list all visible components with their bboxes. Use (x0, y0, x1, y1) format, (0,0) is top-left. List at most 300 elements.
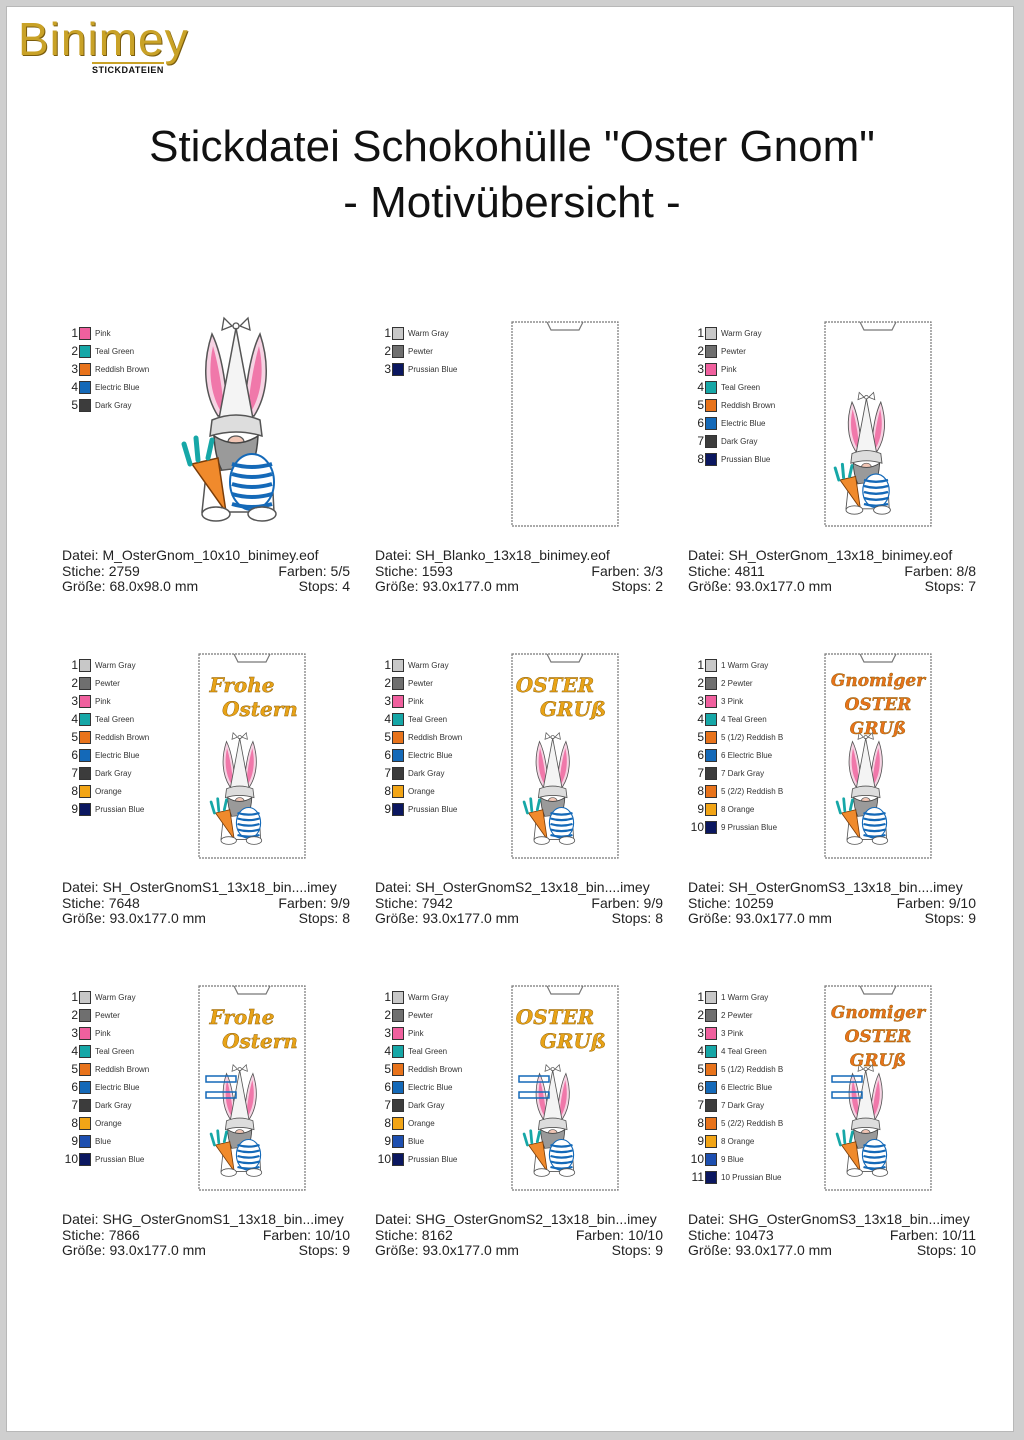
color-swatch (705, 1063, 717, 1076)
stops-label: Stops: (298, 910, 339, 926)
color-swatch (392, 659, 404, 672)
color-row (375, 1150, 475, 1168)
color-row (62, 1078, 162, 1096)
sleeve-outline (511, 984, 621, 1194)
file-info (688, 548, 976, 595)
color-number: 1 (71, 326, 78, 340)
file-name (62, 1212, 344, 1228)
color-swatch (79, 767, 91, 780)
color-name: Orange (408, 786, 435, 796)
size-label: Größe: (688, 578, 732, 594)
info-row-size (375, 911, 663, 927)
color-swatch (705, 1171, 717, 1184)
color-row (375, 1006, 475, 1024)
color-swatch (392, 1135, 404, 1148)
color-number: 4 (697, 1044, 704, 1058)
color-swatch (705, 767, 717, 780)
stitches-value: 2759 (108, 562, 140, 579)
color-row (62, 342, 162, 360)
color-name: Pink (95, 1028, 111, 1038)
color-number: 1 (697, 326, 704, 340)
stops-value: 9 (342, 1242, 350, 1258)
color-name: Pewter (408, 678, 433, 688)
stitches-value: 7648 (108, 894, 140, 911)
motif-card (62, 310, 362, 610)
stop-count (612, 579, 663, 595)
stitches-value: 7866 (108, 1226, 140, 1243)
color-number: 2 (384, 344, 391, 358)
color-name: Teal Green (408, 714, 448, 724)
color-list (688, 656, 788, 836)
stop-count (925, 579, 976, 595)
size-label: Größe: (688, 910, 732, 926)
color-swatch (705, 731, 717, 744)
color-name: Reddish Brown (721, 400, 776, 410)
color-count (576, 1228, 663, 1244)
color-count (897, 896, 976, 912)
color-count (591, 896, 663, 912)
file-label: Datei: (375, 879, 412, 895)
sleeve-outline (511, 652, 621, 862)
info-row-file (375, 548, 663, 564)
color-number: 7 (697, 1098, 704, 1112)
design-size (375, 911, 519, 927)
color-name: Prussian Blue (95, 804, 145, 814)
color-name: Electric Blue (95, 750, 140, 760)
color-row (688, 360, 788, 378)
info-row-size (62, 579, 350, 595)
color-row (688, 1060, 788, 1078)
color-number: 6 (697, 748, 704, 762)
stitches-value: 10473 (734, 1226, 774, 1243)
color-swatch (705, 1045, 717, 1058)
stops-label: Stops: (611, 578, 652, 594)
color-number: 5 (71, 730, 78, 744)
color-row (375, 324, 475, 342)
colors-value: 10/10 (314, 1226, 350, 1243)
color-name: 4 Teal Green (721, 714, 767, 724)
color-name: Pewter (408, 1010, 433, 1020)
color-name: Reddish Brown (95, 732, 150, 742)
color-number: 3 (384, 694, 391, 708)
color-swatch (79, 381, 91, 394)
color-row (688, 674, 788, 692)
color-number: 5 (697, 1062, 704, 1076)
color-swatch (79, 677, 91, 690)
colors-label: Farben: (278, 562, 327, 579)
color-list (62, 324, 162, 414)
stitch-count (62, 896, 140, 912)
color-number: 10 (690, 820, 704, 834)
color-number: 9 (71, 1134, 78, 1148)
color-name: Pink (408, 696, 424, 706)
color-swatch (79, 1009, 91, 1022)
file-value: SHG_OsterGnomS3_13x18_bin...imey (728, 1211, 970, 1227)
motif-card (688, 310, 988, 610)
file-value: SH_OsterGnomS3_13x18_bin....imey (728, 879, 963, 895)
color-row (688, 342, 788, 360)
color-row (375, 1114, 475, 1132)
color-row (62, 1132, 162, 1150)
design-size (62, 1243, 206, 1259)
color-name: 4 Teal Green (721, 1046, 767, 1056)
color-row (375, 1078, 475, 1096)
color-number: 5 (384, 1062, 391, 1076)
color-swatch (705, 381, 717, 394)
color-number: 3 (71, 1026, 78, 1040)
color-name: Prussian Blue (721, 454, 771, 464)
size-label: Größe: (375, 910, 419, 926)
info-row-file (688, 880, 976, 896)
color-swatch (79, 803, 91, 816)
color-number: 3 (71, 362, 78, 376)
color-row (688, 1132, 788, 1150)
color-name: Reddish Brown (95, 1064, 150, 1074)
motif-card (375, 642, 675, 942)
color-name: Electric Blue (408, 1082, 453, 1092)
colors-label: Farben: (889, 1226, 939, 1243)
color-row (688, 656, 788, 674)
color-name: Blue (408, 1136, 425, 1146)
stitches-label: Stiche: (62, 1226, 105, 1243)
color-number: 6 (384, 1080, 391, 1094)
color-name: Warm Gray (408, 992, 449, 1002)
color-name: Warm Gray (95, 992, 136, 1002)
logo-wordmark: Binimey (18, 13, 189, 65)
color-swatch (79, 659, 91, 672)
design-size (62, 579, 198, 595)
color-name: 10 Prussian Blue (721, 1172, 782, 1182)
color-swatch (705, 677, 717, 690)
size-label: Größe: (375, 578, 419, 594)
motif-card (688, 974, 988, 1274)
color-number: 5 (384, 730, 391, 744)
design-preview (511, 984, 621, 1192)
file-label: Datei: (375, 547, 412, 563)
color-row (375, 1024, 475, 1042)
file-value: SH_OsterGnom_13x18_binimey.eof (728, 547, 953, 563)
color-name: Dark Gray (95, 768, 132, 778)
color-list (62, 656, 162, 818)
info-row-stitches (375, 896, 663, 912)
color-swatch (79, 327, 91, 340)
info-row-stitches (375, 1228, 663, 1244)
stitches-label: Stiche: (375, 1226, 418, 1243)
file-name (375, 548, 610, 564)
size-value: 93.0x177.0 mm (735, 910, 832, 926)
colors-value: 9/9 (643, 894, 663, 911)
color-row (688, 988, 788, 1006)
color-name: Pewter (95, 678, 120, 688)
color-list (375, 656, 475, 818)
color-name: Reddish Brown (408, 1064, 463, 1074)
color-name: Warm Gray (95, 660, 136, 670)
color-name: 5 (2/2) Reddish B (721, 786, 784, 796)
motif-card (62, 974, 362, 1274)
color-number: 1 (71, 990, 78, 1004)
color-number: 1 (697, 658, 704, 672)
size-value: 93.0x177.0 mm (109, 910, 206, 926)
color-row (62, 800, 162, 818)
design-text: OSTER (844, 695, 912, 715)
color-row (62, 988, 162, 1006)
color-swatch (705, 399, 717, 412)
stops-label: Stops: (611, 1242, 652, 1258)
color-swatch (705, 659, 717, 672)
color-number: 6 (697, 416, 704, 430)
info-row-stitches (62, 564, 350, 580)
color-swatch (705, 1027, 717, 1040)
color-row (375, 360, 475, 378)
info-row-file (62, 880, 350, 896)
gnome-illustration (184, 318, 276, 521)
stitches-value: 4811 (734, 562, 765, 579)
stops-label: Stops: (916, 1242, 957, 1258)
color-number: 3 (697, 694, 704, 708)
info-row-size (375, 1243, 663, 1259)
color-name: 2 Pewter (721, 678, 753, 688)
color-row (62, 324, 162, 342)
color-row (688, 1168, 788, 1186)
info-row-file (62, 548, 350, 564)
color-swatch (79, 1117, 91, 1130)
file-name (375, 1212, 657, 1228)
color-number: 2 (384, 676, 391, 690)
color-swatch (392, 1045, 404, 1058)
color-number: 2 (384, 1008, 391, 1022)
stitch-count (375, 564, 453, 580)
color-row (688, 1006, 788, 1024)
colors-label: Farben: (575, 1226, 625, 1243)
file-label: Datei: (688, 879, 725, 895)
color-name: Electric Blue (721, 418, 766, 428)
color-row (375, 674, 475, 692)
color-number: 5 (697, 398, 704, 412)
color-name: 6 Electric Blue (721, 1082, 773, 1092)
color-name: 3 Pink (721, 1028, 744, 1038)
design-text: Ostern (222, 697, 298, 721)
color-number: 7 (71, 766, 78, 780)
stops-label: Stops: (298, 1242, 339, 1258)
color-list (688, 988, 788, 1186)
color-name: Dark Gray (95, 1100, 132, 1110)
stitches-value: 8162 (421, 1226, 453, 1243)
color-row (62, 728, 162, 746)
colors-value: 3/3 (643, 562, 663, 579)
color-name: 8 Orange (721, 1136, 755, 1146)
design-text: OSTER (515, 673, 595, 697)
info-row-size (688, 1243, 976, 1259)
color-swatch (705, 435, 717, 448)
color-number: 2 (71, 344, 78, 358)
color-name: Teal Green (95, 714, 135, 724)
color-swatch (705, 785, 717, 798)
file-name (688, 548, 952, 564)
color-row (688, 1024, 788, 1042)
size-value: 93.0x177.0 mm (735, 1242, 832, 1258)
sleeve-outline (824, 652, 934, 862)
design-size (62, 911, 206, 927)
colors-label: Farben: (262, 1226, 312, 1243)
design-preview (824, 652, 934, 860)
color-name: Pewter (408, 346, 433, 356)
color-row (375, 1042, 475, 1060)
info-row-stitches (62, 896, 350, 912)
color-swatch (392, 731, 404, 744)
design-text: Gnomiger (830, 671, 926, 691)
color-name: 9 Blue (721, 1154, 744, 1164)
color-swatch (705, 803, 717, 816)
file-label: Datei: (62, 879, 99, 895)
color-number: 6 (697, 1080, 704, 1094)
color-swatch (392, 785, 404, 798)
stop-count (299, 911, 350, 927)
file-value: M_OsterGnom_10x10_binimey.eof (102, 547, 319, 563)
design-preview (198, 652, 308, 860)
color-swatch (705, 1153, 717, 1166)
color-name: Electric Blue (95, 382, 140, 392)
color-name: Orange (408, 1118, 435, 1128)
colors-value: 5/5 (330, 562, 350, 579)
colors-value: 10/10 (627, 1226, 663, 1243)
info-row-file (62, 1212, 350, 1228)
color-swatch (392, 1153, 404, 1166)
info-row-stitches (688, 896, 976, 912)
color-name: 1 Warm Gray (721, 992, 769, 1002)
color-row (62, 746, 162, 764)
stitches-label: Stiche: (375, 894, 418, 911)
color-number: 7 (384, 766, 391, 780)
color-swatch (705, 1009, 717, 1022)
color-number: 8 (697, 1116, 704, 1130)
color-swatch (392, 695, 404, 708)
color-name: Reddish Brown (95, 364, 150, 374)
color-name: 9 Prussian Blue (721, 822, 778, 832)
color-name: Warm Gray (721, 328, 762, 338)
color-name: Pewter (721, 346, 746, 356)
color-row (375, 988, 475, 1006)
color-name: Prussian Blue (408, 804, 458, 814)
color-name: Teal Green (95, 346, 135, 356)
color-name: Dark Gray (721, 436, 758, 446)
color-swatch (79, 991, 91, 1004)
design-text: OSTER (844, 1027, 912, 1047)
color-row (688, 1042, 788, 1060)
color-name: 7 Dark Gray (721, 1100, 765, 1110)
color-number: 6 (384, 748, 391, 762)
color-row (688, 746, 788, 764)
color-row (688, 1150, 788, 1168)
color-swatch (79, 363, 91, 376)
color-number: 9 (384, 1134, 391, 1148)
color-swatch (705, 821, 717, 834)
color-number: 3 (71, 694, 78, 708)
file-value: SHG_OsterGnomS1_13x18_bin...imey (102, 1211, 344, 1227)
file-info (62, 548, 350, 595)
sleeve-outline (198, 984, 308, 1194)
stops-value: 2 (655, 578, 663, 594)
color-number: 1 (384, 658, 391, 672)
color-name: 5 (1/2) Reddish B (721, 1064, 784, 1074)
file-name (688, 1212, 970, 1228)
size-label: Größe: (688, 1242, 732, 1258)
file-value: SHG_OsterGnomS2_13x18_bin...imey (415, 1211, 657, 1227)
design-text: GRUß (539, 697, 607, 721)
color-list (375, 324, 475, 378)
colors-value: 10/11 (942, 1226, 976, 1243)
sleeve-outline (511, 320, 621, 530)
motif-card (375, 310, 675, 610)
design-preview (511, 652, 621, 860)
color-row (375, 710, 475, 728)
color-name: Reddish Brown (408, 732, 463, 742)
size-label: Größe: (62, 578, 106, 594)
color-swatch (79, 1045, 91, 1058)
color-number: 7 (697, 434, 704, 448)
design-preview (824, 984, 934, 1192)
color-name: Prussian Blue (408, 364, 458, 374)
design-preview (511, 320, 621, 528)
stitch-count (375, 1228, 453, 1244)
color-row (688, 692, 788, 710)
info-row-size (62, 1243, 350, 1259)
design-text: GRUß (849, 719, 907, 739)
color-name: Pink (408, 1028, 424, 1038)
design-text: GRUß (539, 1029, 607, 1053)
color-name: 5 (1/2) Reddish B (721, 732, 784, 742)
color-row (62, 360, 162, 378)
color-row (375, 692, 475, 710)
color-swatch (79, 785, 91, 798)
color-row (688, 1096, 788, 1114)
color-swatch (79, 749, 91, 762)
color-row (688, 414, 788, 432)
color-row (688, 396, 788, 414)
color-row (62, 1114, 162, 1132)
color-number: 2 (697, 676, 704, 690)
design-size (688, 1243, 832, 1259)
color-row (375, 782, 475, 800)
file-info (375, 1212, 663, 1259)
color-swatch (705, 713, 717, 726)
stitch-count (688, 564, 765, 580)
color-number: 4 (71, 380, 78, 394)
color-number: 5 (71, 398, 78, 412)
color-swatch (392, 1009, 404, 1022)
design-text: Frohe (209, 1005, 275, 1029)
color-row (375, 728, 475, 746)
file-name (375, 880, 650, 896)
color-number: 4 (71, 712, 78, 726)
color-name: Teal Green (408, 1046, 448, 1056)
info-row-file (688, 1212, 976, 1228)
color-row (62, 656, 162, 674)
stitches-label: Stiche: (688, 894, 731, 911)
color-number: 5 (71, 1062, 78, 1076)
file-name (688, 880, 963, 896)
color-row (688, 1114, 788, 1132)
color-name: Warm Gray (408, 660, 449, 670)
design-size (375, 1243, 519, 1259)
stitches-label: Stiche: (62, 562, 105, 579)
color-row (688, 764, 788, 782)
color-row (375, 342, 475, 360)
color-number: 2 (697, 1008, 704, 1022)
color-swatch (79, 731, 91, 744)
motif-card (688, 642, 988, 942)
color-swatch (79, 399, 91, 412)
stops-value: 9 (968, 910, 976, 926)
